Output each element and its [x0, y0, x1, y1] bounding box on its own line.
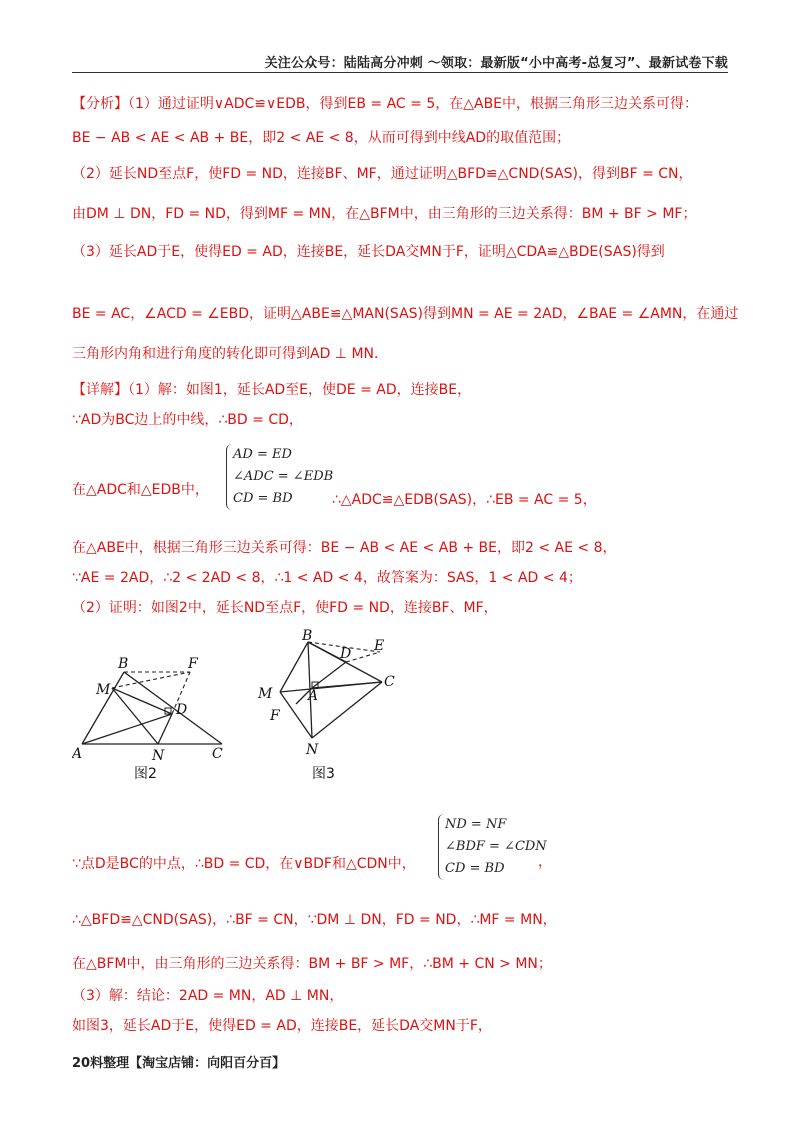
system-2-eq-2: ∠BDF = ∠CDN: [445, 839, 547, 854]
figure-3: [256, 628, 396, 790]
fig2-label-b: B: [118, 656, 129, 672]
page-header: 关注公众号：陆陆高分冲刺 ～领取：最新版“小中高考-总复习”、最新试卷下载: [264, 56, 728, 71]
solution-content: [72, 92, 739, 1042]
system-2-eq-1: ND = NF: [445, 817, 507, 832]
detail-line-7a: ∵点D是BC的中点，∴BD = CD，在∨BDF和△CDN中，: [72, 856, 416, 872]
analysis-line-6: BE = AC，∠ACD = ∠EBD，证明△ABE≌△MAN(SAS)得到MN = AE = 2AD，∠BAE = ∠AMN，在通过: [72, 306, 739, 322]
detail-line-9: 在△BFM中，由三角形的三边关系得：BM + BF > MF，∴BM + CN > MN；: [72, 956, 552, 972]
analysis-line-1: 【分析】（1）通过证明∨ADC≌∨EDB，得到EB = AC = 5，在△ABE中，根据三角形三边关系可得：: [72, 96, 699, 112]
fig2-label-a: A: [72, 746, 83, 762]
analysis-line-4: 由DM ⊥ DN，FD = ND，得到MF = MN，在△BFM中，由三角形的三边关系得：BM + BF > MF；: [72, 206, 697, 222]
system-1-eq-3: CD = BD: [233, 491, 293, 506]
fig3-label-a: A: [308, 688, 319, 704]
detail-line-4: 在△ABE中，根据三角形三边关系可得：BE − AB < AE < AB + BE，即2 < AE < 8，: [72, 540, 617, 556]
detail-line-5: ∵AE = 2AD，∴2 < 2AD < 8，∴1 < AD < 4，故答案为：SAS，1 < AD < 4；: [72, 570, 582, 586]
fig3-label-b: B: [302, 628, 313, 644]
system-1-eq-1: AD = ED: [233, 447, 292, 462]
system-2-eq-3: CD = BD: [445, 861, 505, 876]
detail-line-1: 【详解】（1）解：如图1，延长AD至E，使DE = AD，连接BE，: [72, 382, 472, 398]
figure-2: [72, 652, 224, 788]
header-divider: [72, 72, 728, 73]
figure-3-diagram: [256, 628, 396, 790]
fig3-label-e: E: [374, 638, 385, 654]
detail-line-6: （2）证明：如图2中，延长ND至点F，使FD = ND，连接BF、MF，: [72, 600, 498, 616]
analysis-line-7: 三角形内角和进行角度的转化即可得到AD ⊥ MN．: [72, 346, 389, 362]
congruence-system-1: [226, 444, 333, 510]
fig2-label-n: N: [152, 748, 165, 764]
detail-line-2: ∵AD为BC边上的中线，∴BD = CD，: [72, 412, 303, 428]
fig3-label-n: N: [306, 742, 319, 758]
figure-2-diagram: [72, 652, 224, 788]
detail-line-11: 如图3，延长AD于E，使得ED = AD，连接BE，延长DA交MN于F，: [72, 1018, 492, 1034]
detail-line-7b: ，: [538, 854, 552, 870]
fig2-label-c: C: [212, 746, 223, 762]
fig2-label-m: M: [96, 682, 111, 698]
fig2-caption: 图2: [134, 766, 157, 782]
analysis-line-2: BE − AB < AE < AB + BE，即2 < AE < 8，从而可得到中线AD的取值范围；: [72, 130, 571, 146]
fig3-label-c: C: [384, 674, 395, 690]
analysis-line-3: （2）延长ND至点F，使FD = ND，连接BF、MF，通过证明△BFD≌△CND(SAS)，得到BF = CN，: [72, 166, 693, 182]
analysis-line-5: （3）延长AD于E，使得ED = AD，连接BE，延长DA交MN于F，证明△CDA≌△BDE(SAS)得到: [72, 244, 665, 260]
fig2-label-f: F: [188, 656, 198, 672]
fig3-caption: 图3: [312, 766, 335, 782]
system-1-eq-2: ∠ADC = ∠EDB: [233, 469, 334, 484]
detail-line-3a: 在△ADC和△EDB中，: [72, 482, 209, 498]
fig3-label-m: M: [258, 686, 273, 702]
fig2-label-d: D: [176, 702, 188, 718]
detail-line-8: ∴△BFD≌△CND(SAS)，∴BF = CN，∵DM ⊥ DN，FD = ND，∴MF = MN，: [72, 912, 557, 928]
fig3-label-f: F: [270, 708, 280, 724]
fig3-label-d: D: [340, 646, 352, 662]
page-footer: 20料整理【淘宝店铺：向阳百分百】: [72, 1056, 286, 1071]
congruence-system-2: [438, 814, 547, 880]
detail-line-10: （3）解：结论：2AD = MN，AD ⊥ MN，: [72, 988, 344, 1004]
detail-line-3b: ∴△ADC≌△EDB(SAS)，∴EB = AC = 5，: [332, 492, 597, 508]
